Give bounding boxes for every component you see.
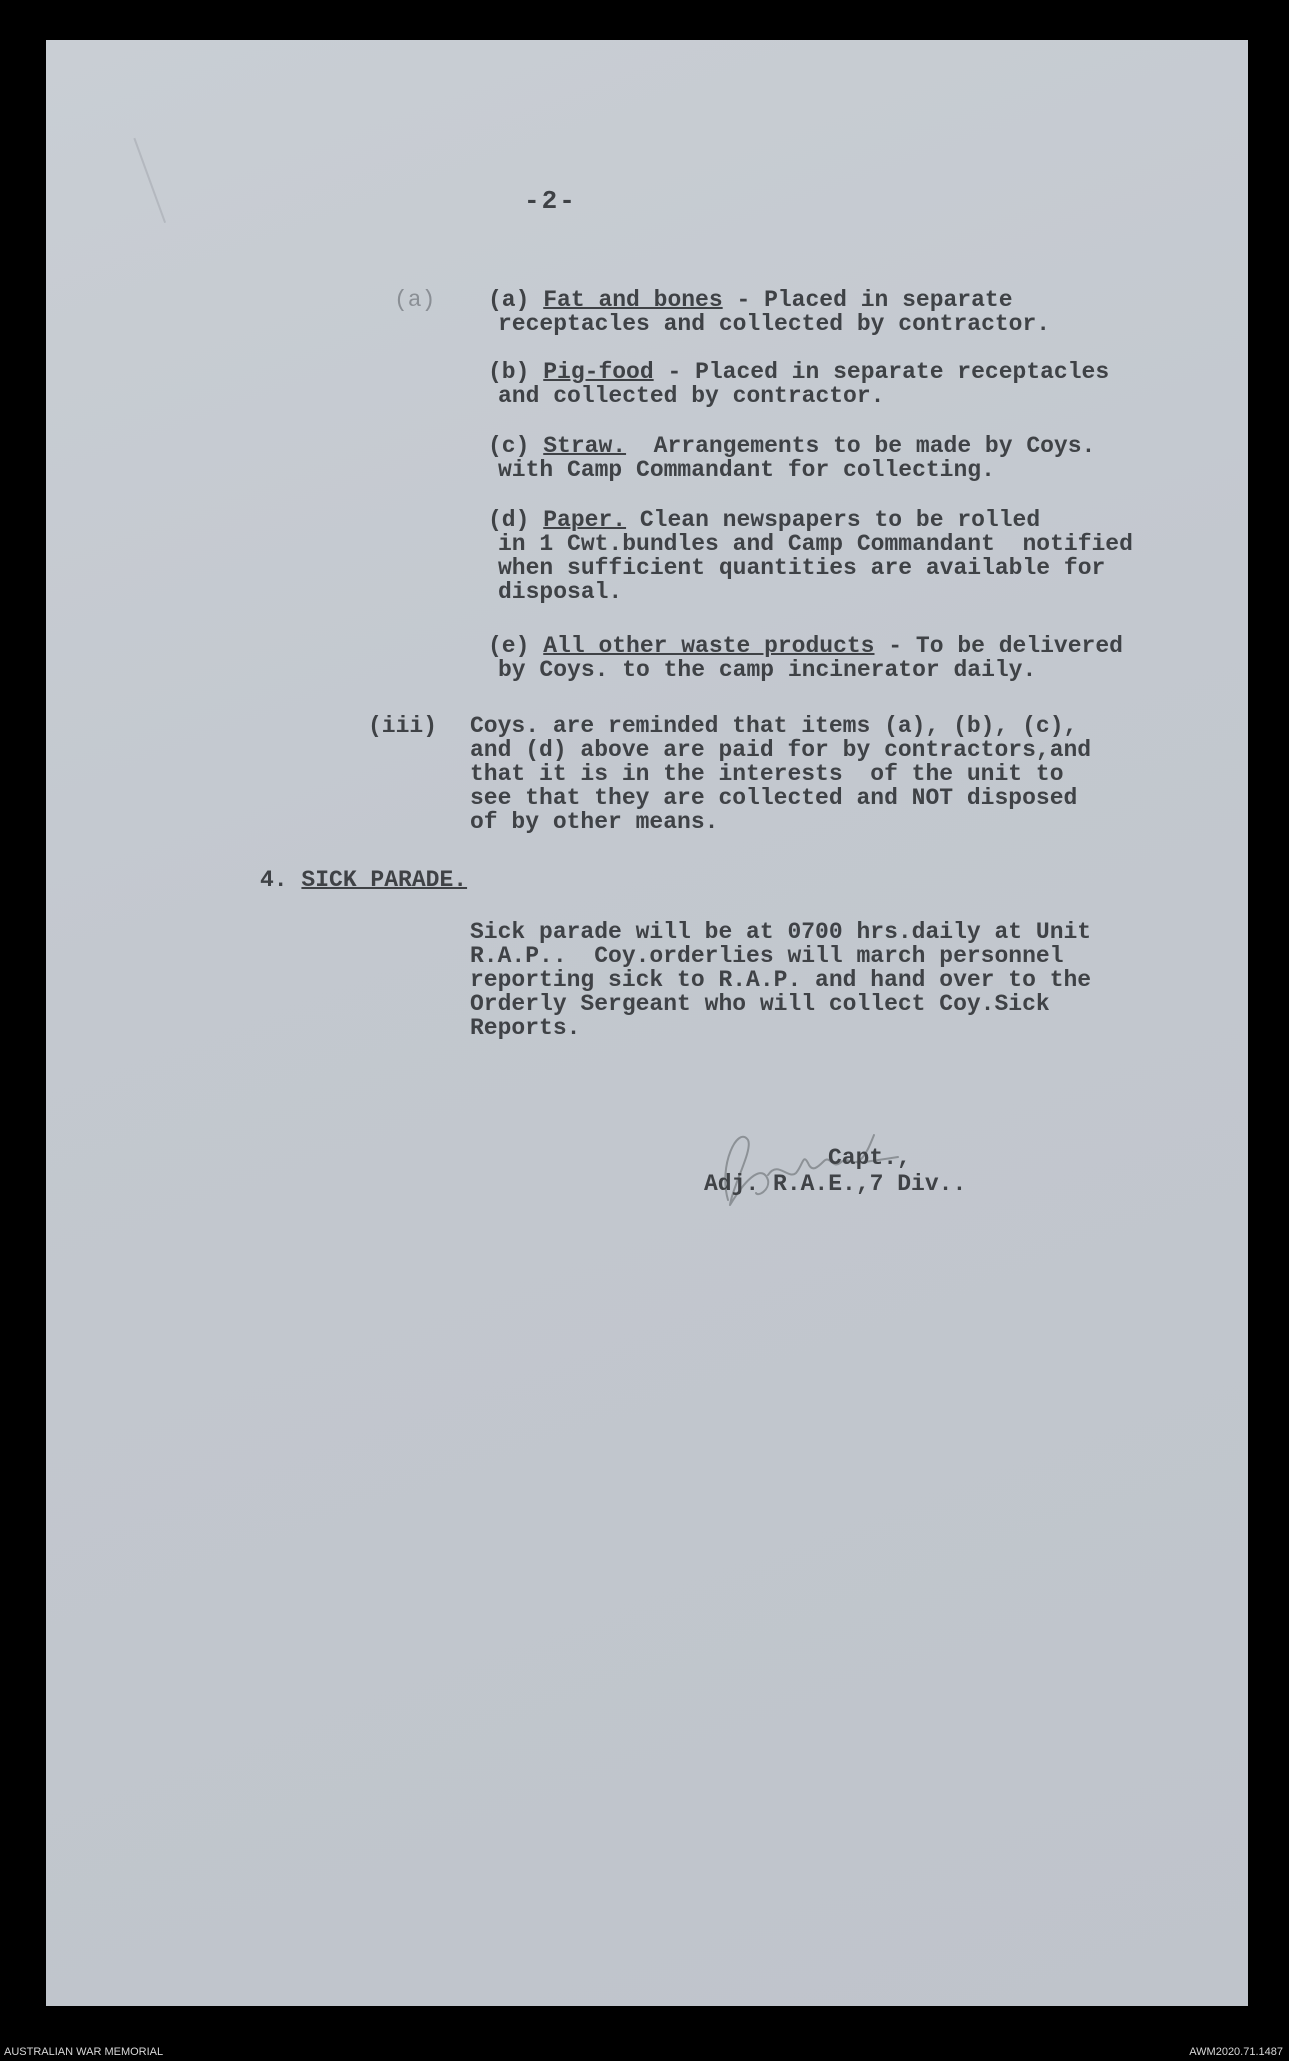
- signature-rank: Capt.,: [828, 1145, 911, 1171]
- item-text: Arrangements to be made by Coys.: [626, 433, 1096, 459]
- item-d: [488, 508, 1040, 532]
- item-a-line2: receptacles and collected by contractor.: [498, 311, 1051, 337]
- page-number: -2-: [524, 186, 577, 216]
- item-heading: Paper.: [543, 507, 627, 533]
- section-number: 4.: [260, 867, 288, 893]
- sick-parade-line: Sick parade will be at 0700 hrs.daily at Unit: [470, 919, 1092, 945]
- item-text: - To be delivered: [874, 633, 1123, 659]
- section-4-heading: [260, 868, 467, 892]
- para-iii-label: (iii): [368, 713, 438, 739]
- sick-parade-line: Reports.: [470, 1015, 581, 1041]
- sick-parade-line: R.A.P.. Coy.orderlies will march personnel: [470, 943, 1064, 969]
- item-c: [488, 434, 1095, 458]
- footer-institution: AUSTRALIAN WAR MEMORIAL: [4, 2046, 164, 2058]
- sick-parade-line: reporting sick to R.A.P. and hand over to the: [470, 967, 1092, 993]
- section-title: SICK PARADE.: [301, 867, 468, 893]
- document-page: [46, 40, 1248, 2006]
- item-heading: All other waste products: [543, 633, 875, 659]
- item-d-line2: in 1 Cwt.bundles and Camp Commandant notified: [498, 531, 1133, 557]
- signature-appointment: Adj. R.A.E.,7 Div..: [704, 1171, 967, 1197]
- para-iii-line: see that they are collected and NOT disposed: [470, 785, 1078, 811]
- item-text: Clean newspapers to be rolled: [626, 507, 1041, 533]
- footer-accession-number: AWM2020.71.1487: [1189, 2046, 1283, 2058]
- para-iii-line: and (d) above are paid for by contractors,and: [470, 737, 1092, 763]
- item-e-line2: by Coys. to the camp incinerator daily.: [498, 657, 1037, 683]
- item-c-line2: with Camp Commandant for collecting.: [498, 457, 995, 483]
- item-a: [488, 288, 1013, 312]
- section-marker: (a): [394, 287, 436, 313]
- item-d-line3: when sufficient quantities are available for: [498, 555, 1106, 581]
- sick-parade-line: Orderly Sergeant who will collect Coy.Sick: [470, 991, 1050, 1017]
- item-label: (d): [488, 507, 530, 533]
- para-iii-line: that it is in the interests of the unit to: [470, 761, 1064, 787]
- item-e: [488, 634, 1123, 658]
- item-heading: Straw.: [543, 433, 627, 459]
- para-iii-line: of by other means.: [470, 809, 719, 835]
- item-label: (b): [488, 359, 530, 385]
- item-b-line2: and collected by contractor.: [498, 383, 885, 409]
- item-d-line4: disposal.: [498, 579, 623, 605]
- item-label: (c): [488, 433, 530, 459]
- item-heading: Fat and bones: [543, 287, 723, 313]
- item-heading: Pig-food: [543, 359, 654, 385]
- paper-crease: [133, 107, 250, 223]
- para-iii-line: Coys. are reminded that items (a), (b), (c),: [470, 713, 1078, 739]
- item-text: - Placed in separate: [722, 287, 1013, 313]
- item-b: [488, 360, 1109, 384]
- item-label: (e): [488, 633, 530, 659]
- item-label: (a): [488, 287, 530, 313]
- item-text: - Placed in separate receptacles: [653, 359, 1110, 385]
